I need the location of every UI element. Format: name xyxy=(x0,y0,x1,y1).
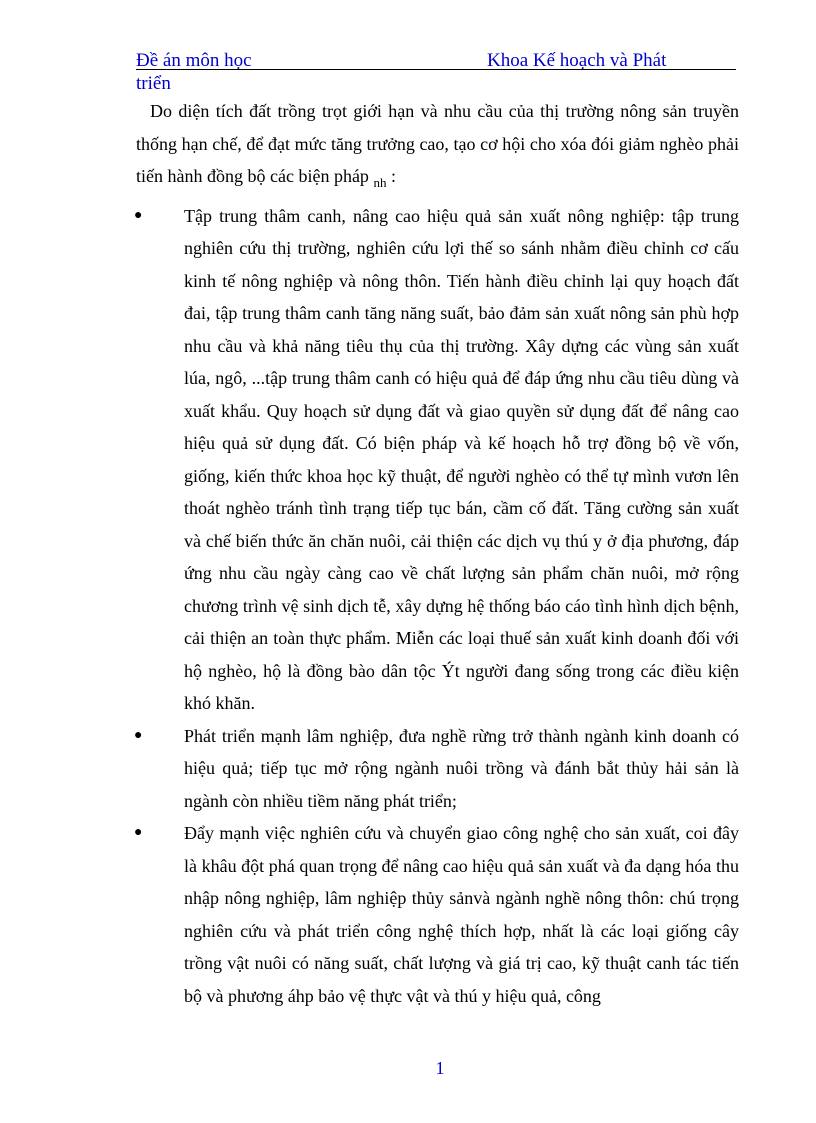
intro-subscript: nh xyxy=(373,175,387,190)
bullet-icon: ● xyxy=(134,825,143,840)
bullet-text-1: Tập trung thâm canh, nâng cao hiệu quả sản xuất nông nghiệp: tập trung nghiên cứu thị trường, nghiên cứu lợi thế so sánh nhằm điều chỉnh cơ cấu kinh tế nông nghiệp và nông thôn. Tiến hành điều chỉnh lại quy hoạch đất đai, tập trung thâm canh tăng năng suất, bảo đảm sản xuất nông sản phù hợp nhu cầu và khả năng tiêu thụ của thị trường. Xây dựng các vùng sản xuất lúa, ngô, ...tập trung thâm canh có hiệu quả để đáp ứng nhu cầu tiêu dùng và xuất khẩu. Quy hoạch sử dụng đất và giao quyền sử dụng đất để nâng cao hiệu quả sử dụng đất. Có biện pháp và kế hoạch hỗ trợ đồng bộ về vốn, giống, kiến thức khoa học kỹ thuật, để người nghèo có thể tự mình vươn lên thoát nghèo tránh tình trạng tiếp tục bán, cầm cố đất. Tăng cường sản xuất và chế biến thức ăn chăn nuôi, cải thiện các dịch vụ thú y ở địa phương, đáp ứng nhu cầu ngày càng cao về chất lượng sản phẩm chăn nuôi, mở rộng chương trình vệ sinh dịch tễ, xây dựng hệ thống báo cáo tình hình dịch bệnh, cải thiện an toàn thực phẩm. Miễn các loại thuế sản xuất kinh doanh đối với hộ nghèo, hộ là đồng bào dân tộc Ýt người đang sống trong các điều kiện khó khăn. xyxy=(184,205,739,713)
intro-text: Do diện tích đất trồng trọt giới hạn và nhu cầu của thị trường nông sản truyền thống hạn chế, để đạt mức tăng trưởng cao, tạo cơ hội cho xóa đói giảm nghèo phải tiến hành đồng bộ các biện pháp xyxy=(136,101,739,186)
page-number: 1 xyxy=(435,1058,445,1078)
page-header xyxy=(136,50,736,94)
bullet-icon: ● xyxy=(134,207,143,223)
header-faculty-continuation: triển xyxy=(136,73,171,94)
intro-tail: : xyxy=(386,166,396,186)
bullet-text-3: Đẩy mạnh việc nghiên cứu và chuyển giao công nghệ cho sản xuất, coi đây là khâu đột phá quan trọng để nâng cao hiệu quả sản xuất và đa dạng hóa thu nhập nông nghiệp, lâm nghiệp thủy sảnvà ngành nghề nông thôn: chú trọng nghiên cứu và phát triển công nghệ thích hợp, nhất là các loại giống cây trồng vật nuôi có năng suất, chất lượng và giá trị cao, kỹ thuật canh tác tiến bộ và phương áhp bảo vệ thực vật và thú y hiệu quả, công xyxy=(184,823,739,1006)
document-body xyxy=(136,95,739,1012)
bullet-text-2: Phát triển mạnh lâm nghiệp, đưa nghề rừng trở thành ngành kinh doanh có hiệu quả; tiếp tục mở rộng ngành nuôi trồng và đánh bắt thủy hải sản là ngành còn nhiều tiềm năng phát triển; xyxy=(184,725,739,811)
bullet-icon: ● xyxy=(134,727,143,743)
header-course-title: Đề án môn học xyxy=(136,50,252,71)
header-rule xyxy=(136,69,736,70)
bullet-item-1 xyxy=(136,200,739,720)
bullet-item-2 xyxy=(136,720,739,818)
header-faculty-name: Khoa Kế hoạch và Phát xyxy=(487,50,667,71)
bullet-item-3 xyxy=(136,817,739,1012)
intro-paragraph xyxy=(136,95,739,200)
